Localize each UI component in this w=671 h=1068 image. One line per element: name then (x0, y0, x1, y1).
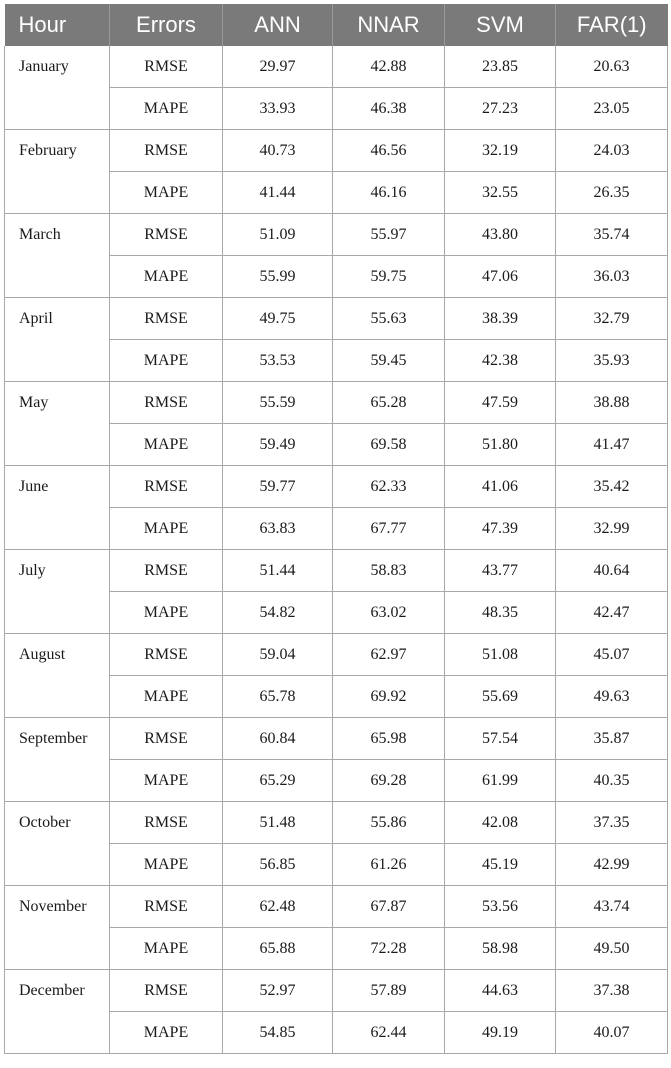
svm-value-cell: 32.55 (445, 172, 556, 214)
far1-value-cell: 35.87 (556, 718, 668, 760)
error-type-cell: RMSE (110, 718, 223, 760)
nnar-value-cell: 65.98 (333, 718, 445, 760)
header-far1: FAR(1) (556, 4, 668, 46)
ann-value-cell: 41.44 (223, 172, 333, 214)
error-type-cell: RMSE (110, 46, 223, 88)
nnar-value-cell: 61.26 (333, 844, 445, 886)
ann-value-cell: 51.44 (223, 550, 333, 592)
error-type-cell: MAPE (110, 340, 223, 382)
error-type-cell: RMSE (110, 130, 223, 172)
table-row (5, 214, 668, 256)
error-type-cell: RMSE (110, 970, 223, 1012)
far1-value-cell: 35.74 (556, 214, 668, 256)
ann-value-cell: 59.04 (223, 634, 333, 676)
nnar-value-cell: 59.45 (333, 340, 445, 382)
table-row (5, 550, 668, 592)
svm-value-cell: 23.85 (445, 46, 556, 88)
nnar-value-cell: 63.02 (333, 592, 445, 634)
svm-value-cell: 57.54 (445, 718, 556, 760)
error-type-cell: RMSE (110, 214, 223, 256)
table-row (5, 802, 668, 844)
svm-value-cell: 32.19 (445, 130, 556, 172)
ann-value-cell: 53.53 (223, 340, 333, 382)
far1-value-cell: 37.35 (556, 802, 668, 844)
far1-value-cell: 43.74 (556, 886, 668, 928)
month-cell: January (5, 46, 110, 130)
error-type-cell: MAPE (110, 676, 223, 718)
month-cell: September (5, 718, 110, 802)
ann-value-cell: 51.48 (223, 802, 333, 844)
table-row (5, 970, 668, 1012)
ann-value-cell: 52.97 (223, 970, 333, 1012)
error-type-cell: MAPE (110, 508, 223, 550)
far1-value-cell: 40.07 (556, 1012, 668, 1054)
svm-value-cell: 47.39 (445, 508, 556, 550)
table-row (5, 382, 668, 424)
month-cell: June (5, 466, 110, 550)
month-cell: February (5, 130, 110, 214)
far1-value-cell: 36.03 (556, 256, 668, 298)
header-row (5, 4, 668, 46)
nnar-value-cell: 46.16 (333, 172, 445, 214)
svm-value-cell: 58.98 (445, 928, 556, 970)
month-cell: April (5, 298, 110, 382)
table-row (5, 886, 668, 928)
ann-value-cell: 40.73 (223, 130, 333, 172)
error-type-cell: RMSE (110, 298, 223, 340)
ann-value-cell: 54.85 (223, 1012, 333, 1054)
nnar-value-cell: 62.33 (333, 466, 445, 508)
nnar-value-cell: 62.44 (333, 1012, 445, 1054)
svm-value-cell: 41.06 (445, 466, 556, 508)
nnar-value-cell: 46.38 (333, 88, 445, 130)
nnar-value-cell: 72.28 (333, 928, 445, 970)
nnar-value-cell: 58.83 (333, 550, 445, 592)
month-cell: August (5, 634, 110, 718)
ann-value-cell: 65.78 (223, 676, 333, 718)
far1-value-cell: 20.63 (556, 46, 668, 88)
month-cell: November (5, 886, 110, 970)
month-cell: December (5, 970, 110, 1054)
ann-value-cell: 59.49 (223, 424, 333, 466)
error-type-cell: MAPE (110, 172, 223, 214)
svm-value-cell: 61.99 (445, 760, 556, 802)
far1-value-cell: 32.99 (556, 508, 668, 550)
error-type-cell: MAPE (110, 928, 223, 970)
far1-value-cell: 45.07 (556, 634, 668, 676)
svm-value-cell: 38.39 (445, 298, 556, 340)
svm-value-cell: 47.06 (445, 256, 556, 298)
svm-value-cell: 44.63 (445, 970, 556, 1012)
table-row (5, 298, 668, 340)
nnar-value-cell: 42.88 (333, 46, 445, 88)
ann-value-cell: 55.59 (223, 382, 333, 424)
svm-value-cell: 42.08 (445, 802, 556, 844)
far1-value-cell: 42.99 (556, 844, 668, 886)
month-cell: October (5, 802, 110, 886)
ann-value-cell: 62.48 (223, 886, 333, 928)
table-header (5, 4, 668, 46)
error-type-cell: RMSE (110, 466, 223, 508)
month-cell: July (5, 550, 110, 634)
nnar-value-cell: 57.89 (333, 970, 445, 1012)
header-errors: Errors (110, 4, 223, 46)
far1-value-cell: 23.05 (556, 88, 668, 130)
svm-value-cell: 43.77 (445, 550, 556, 592)
nnar-value-cell: 65.28 (333, 382, 445, 424)
ann-value-cell: 60.84 (223, 718, 333, 760)
ann-value-cell: 65.29 (223, 760, 333, 802)
error-metrics-table (4, 4, 668, 1054)
table-row (5, 46, 668, 88)
ann-value-cell: 54.82 (223, 592, 333, 634)
ann-value-cell: 29.97 (223, 46, 333, 88)
error-type-cell: RMSE (110, 634, 223, 676)
error-type-cell: MAPE (110, 592, 223, 634)
header-ann: ANN (223, 4, 333, 46)
error-type-cell: RMSE (110, 886, 223, 928)
nnar-value-cell: 59.75 (333, 256, 445, 298)
far1-value-cell: 49.50 (556, 928, 668, 970)
far1-value-cell: 38.88 (556, 382, 668, 424)
header-svm: SVM (445, 4, 556, 46)
svm-value-cell: 43.80 (445, 214, 556, 256)
far1-value-cell: 40.35 (556, 760, 668, 802)
far1-value-cell: 24.03 (556, 130, 668, 172)
error-type-cell: RMSE (110, 550, 223, 592)
far1-value-cell: 32.79 (556, 298, 668, 340)
error-type-cell: RMSE (110, 382, 223, 424)
table-row (5, 718, 668, 760)
far1-value-cell: 35.42 (556, 466, 668, 508)
error-type-cell: MAPE (110, 424, 223, 466)
ann-value-cell: 65.88 (223, 928, 333, 970)
svm-value-cell: 49.19 (445, 1012, 556, 1054)
svm-value-cell: 48.35 (445, 592, 556, 634)
nnar-value-cell: 67.87 (333, 886, 445, 928)
nnar-value-cell: 67.77 (333, 508, 445, 550)
month-cell: May (5, 382, 110, 466)
error-type-cell: MAPE (110, 760, 223, 802)
far1-value-cell: 40.64 (556, 550, 668, 592)
ann-value-cell: 55.99 (223, 256, 333, 298)
ann-value-cell: 59.77 (223, 466, 333, 508)
svm-value-cell: 47.59 (445, 382, 556, 424)
error-type-cell: MAPE (110, 256, 223, 298)
error-type-cell: MAPE (110, 844, 223, 886)
table-row (5, 466, 668, 508)
table-body (5, 46, 668, 1054)
ann-value-cell: 33.93 (223, 88, 333, 130)
nnar-value-cell: 55.86 (333, 802, 445, 844)
svm-value-cell: 53.56 (445, 886, 556, 928)
ann-value-cell: 49.75 (223, 298, 333, 340)
far1-value-cell: 41.47 (556, 424, 668, 466)
table-row (5, 130, 668, 172)
nnar-value-cell: 62.97 (333, 634, 445, 676)
error-type-cell: MAPE (110, 1012, 223, 1054)
error-type-cell: RMSE (110, 802, 223, 844)
far1-value-cell: 26.35 (556, 172, 668, 214)
table-row (5, 634, 668, 676)
svm-value-cell: 27.23 (445, 88, 556, 130)
nnar-value-cell: 69.58 (333, 424, 445, 466)
far1-value-cell: 35.93 (556, 340, 668, 382)
nnar-value-cell: 55.63 (333, 298, 445, 340)
far1-value-cell: 42.47 (556, 592, 668, 634)
svm-value-cell: 51.80 (445, 424, 556, 466)
error-type-cell: MAPE (110, 88, 223, 130)
svm-value-cell: 42.38 (445, 340, 556, 382)
far1-value-cell: 37.38 (556, 970, 668, 1012)
nnar-value-cell: 69.92 (333, 676, 445, 718)
svm-value-cell: 45.19 (445, 844, 556, 886)
nnar-value-cell: 69.28 (333, 760, 445, 802)
svm-value-cell: 55.69 (445, 676, 556, 718)
nnar-value-cell: 55.97 (333, 214, 445, 256)
ann-value-cell: 51.09 (223, 214, 333, 256)
month-cell: March (5, 214, 110, 298)
ann-value-cell: 56.85 (223, 844, 333, 886)
ann-value-cell: 63.83 (223, 508, 333, 550)
svm-value-cell: 51.08 (445, 634, 556, 676)
nnar-value-cell: 46.56 (333, 130, 445, 172)
header-hour: Hour (5, 4, 110, 46)
header-nnar: NNAR (333, 4, 445, 46)
far1-value-cell: 49.63 (556, 676, 668, 718)
